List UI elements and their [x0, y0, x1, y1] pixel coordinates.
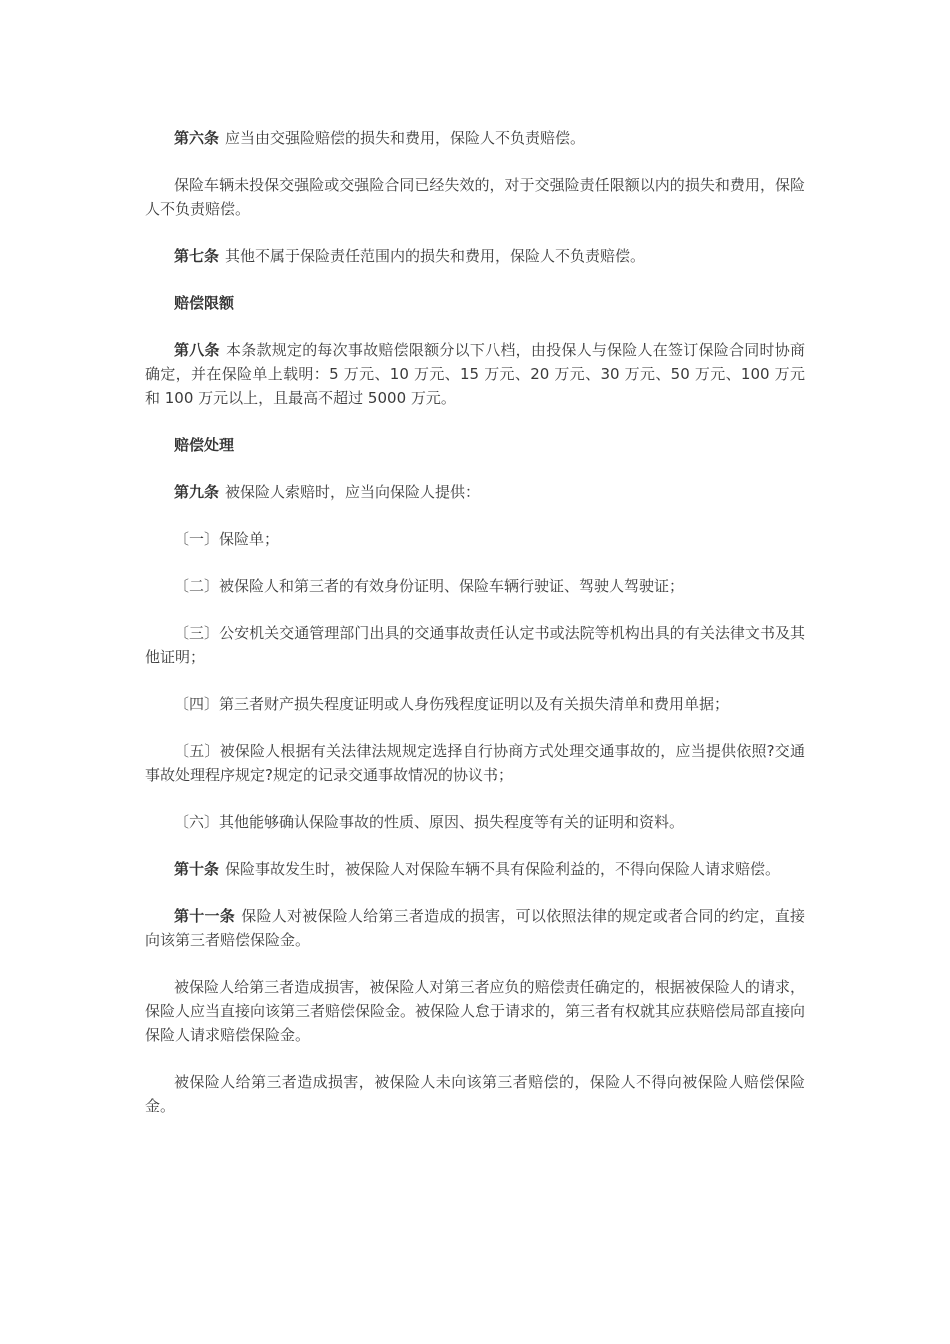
article-11-label: 第十一条: [174, 907, 235, 925]
list-item: 〔二〕被保险人和第三者的有效身份证明、保险车辆行驶证、驾驶人驾驶证；: [174, 577, 685, 595]
article-7-label: 第七条: [174, 247, 220, 265]
article-6-subparagraph: 保险车辆未投保交强险或交强险合同已经失效的，对于交强险责任限额以内的损失和费用，保险人不负责赔偿。: [145, 176, 805, 218]
article-6-label: 第六条: [174, 129, 220, 147]
article-10-paragraph: [145, 857, 805, 881]
article-6-paragraph: [145, 126, 805, 150]
article-11-paragraph: [145, 904, 805, 952]
list-item: 〔三〕公安机关交通管理部门出具的交通事故责任认定书或法院等机构出具的有关法律文书及其他证明；: [145, 624, 805, 666]
article-11-subparagraph-2: 被保险人给第三者造成损害，被保险人未向该第三者赔偿的，保险人不得向被保险人赔偿保险金。: [145, 1073, 805, 1115]
section-heading-limits: 赔偿限额: [174, 294, 235, 312]
list-item: 〔一〕保险单；: [174, 530, 280, 548]
article-11-subparagraph-1: 被保险人给第三者造成损害，被保险人对第三者应负的赔偿责任确定的，根据被保险人的请求，保险人应当直接向该第三者赔偿保险金。被保险人怠于请求的，第三者有权就其应获赔偿局部直接向保险人请求赔偿保险金。: [145, 978, 806, 1044]
article-7-text: 其他不属于保险责任范围内的损失和费用，保险人不负责赔偿。: [225, 247, 646, 265]
list-item: 〔六〕其他能够确认保险事故的性质、原因、损失程度等有关的证明和资料。: [174, 813, 685, 831]
article-8-text: 本条款规定的每次事故赔偿限额分以下八档，由投保人与保险人在签订保险合同时协商确定，并在保险单上载明：5 万元、10 万元、15 万元、20 万元、30 万元、50 万元、100 万元和 100 万元以上，且最高不超过 5000 万元。: [145, 341, 805, 407]
list-item: 〔四〕第三者财产损失程度证明或人身伤残程度证明以及有关损失清单和费用单据；: [174, 695, 730, 713]
article-9-paragraph: [145, 480, 805, 504]
document-body: [145, 126, 805, 1141]
article-11-text: 保险人对被保险人给第三者造成的损害，可以依照法律的规定或者合同的约定，直接向该第三者赔偿保险金。: [145, 907, 805, 949]
article-9-label: 第九条: [174, 483, 220, 501]
article-7-paragraph: [145, 244, 805, 268]
article-10-label: 第十条: [174, 860, 220, 878]
article-9-text: 被保险人索赔时，应当向保险人提供：: [225, 483, 481, 501]
article-6-text: 应当由交强险赔偿的损失和费用，保险人不负责赔偿。: [225, 129, 586, 147]
list-item: 〔五〕被保险人根据有关法律法规规定选择自行协商方式处理交通事故的，应当提供依照?交通事故处理程序规定?规定的记录交通事故情况的协议书；: [145, 742, 805, 784]
article-8-label: 第八条: [174, 341, 220, 359]
section-heading-claims: 赔偿处理: [174, 436, 235, 454]
article-8-paragraph: [145, 338, 805, 410]
article-10-text: 保险事故发生时，被保险人对保险车辆不具有保险利益的，不得向保险人请求赔偿。: [225, 860, 781, 878]
